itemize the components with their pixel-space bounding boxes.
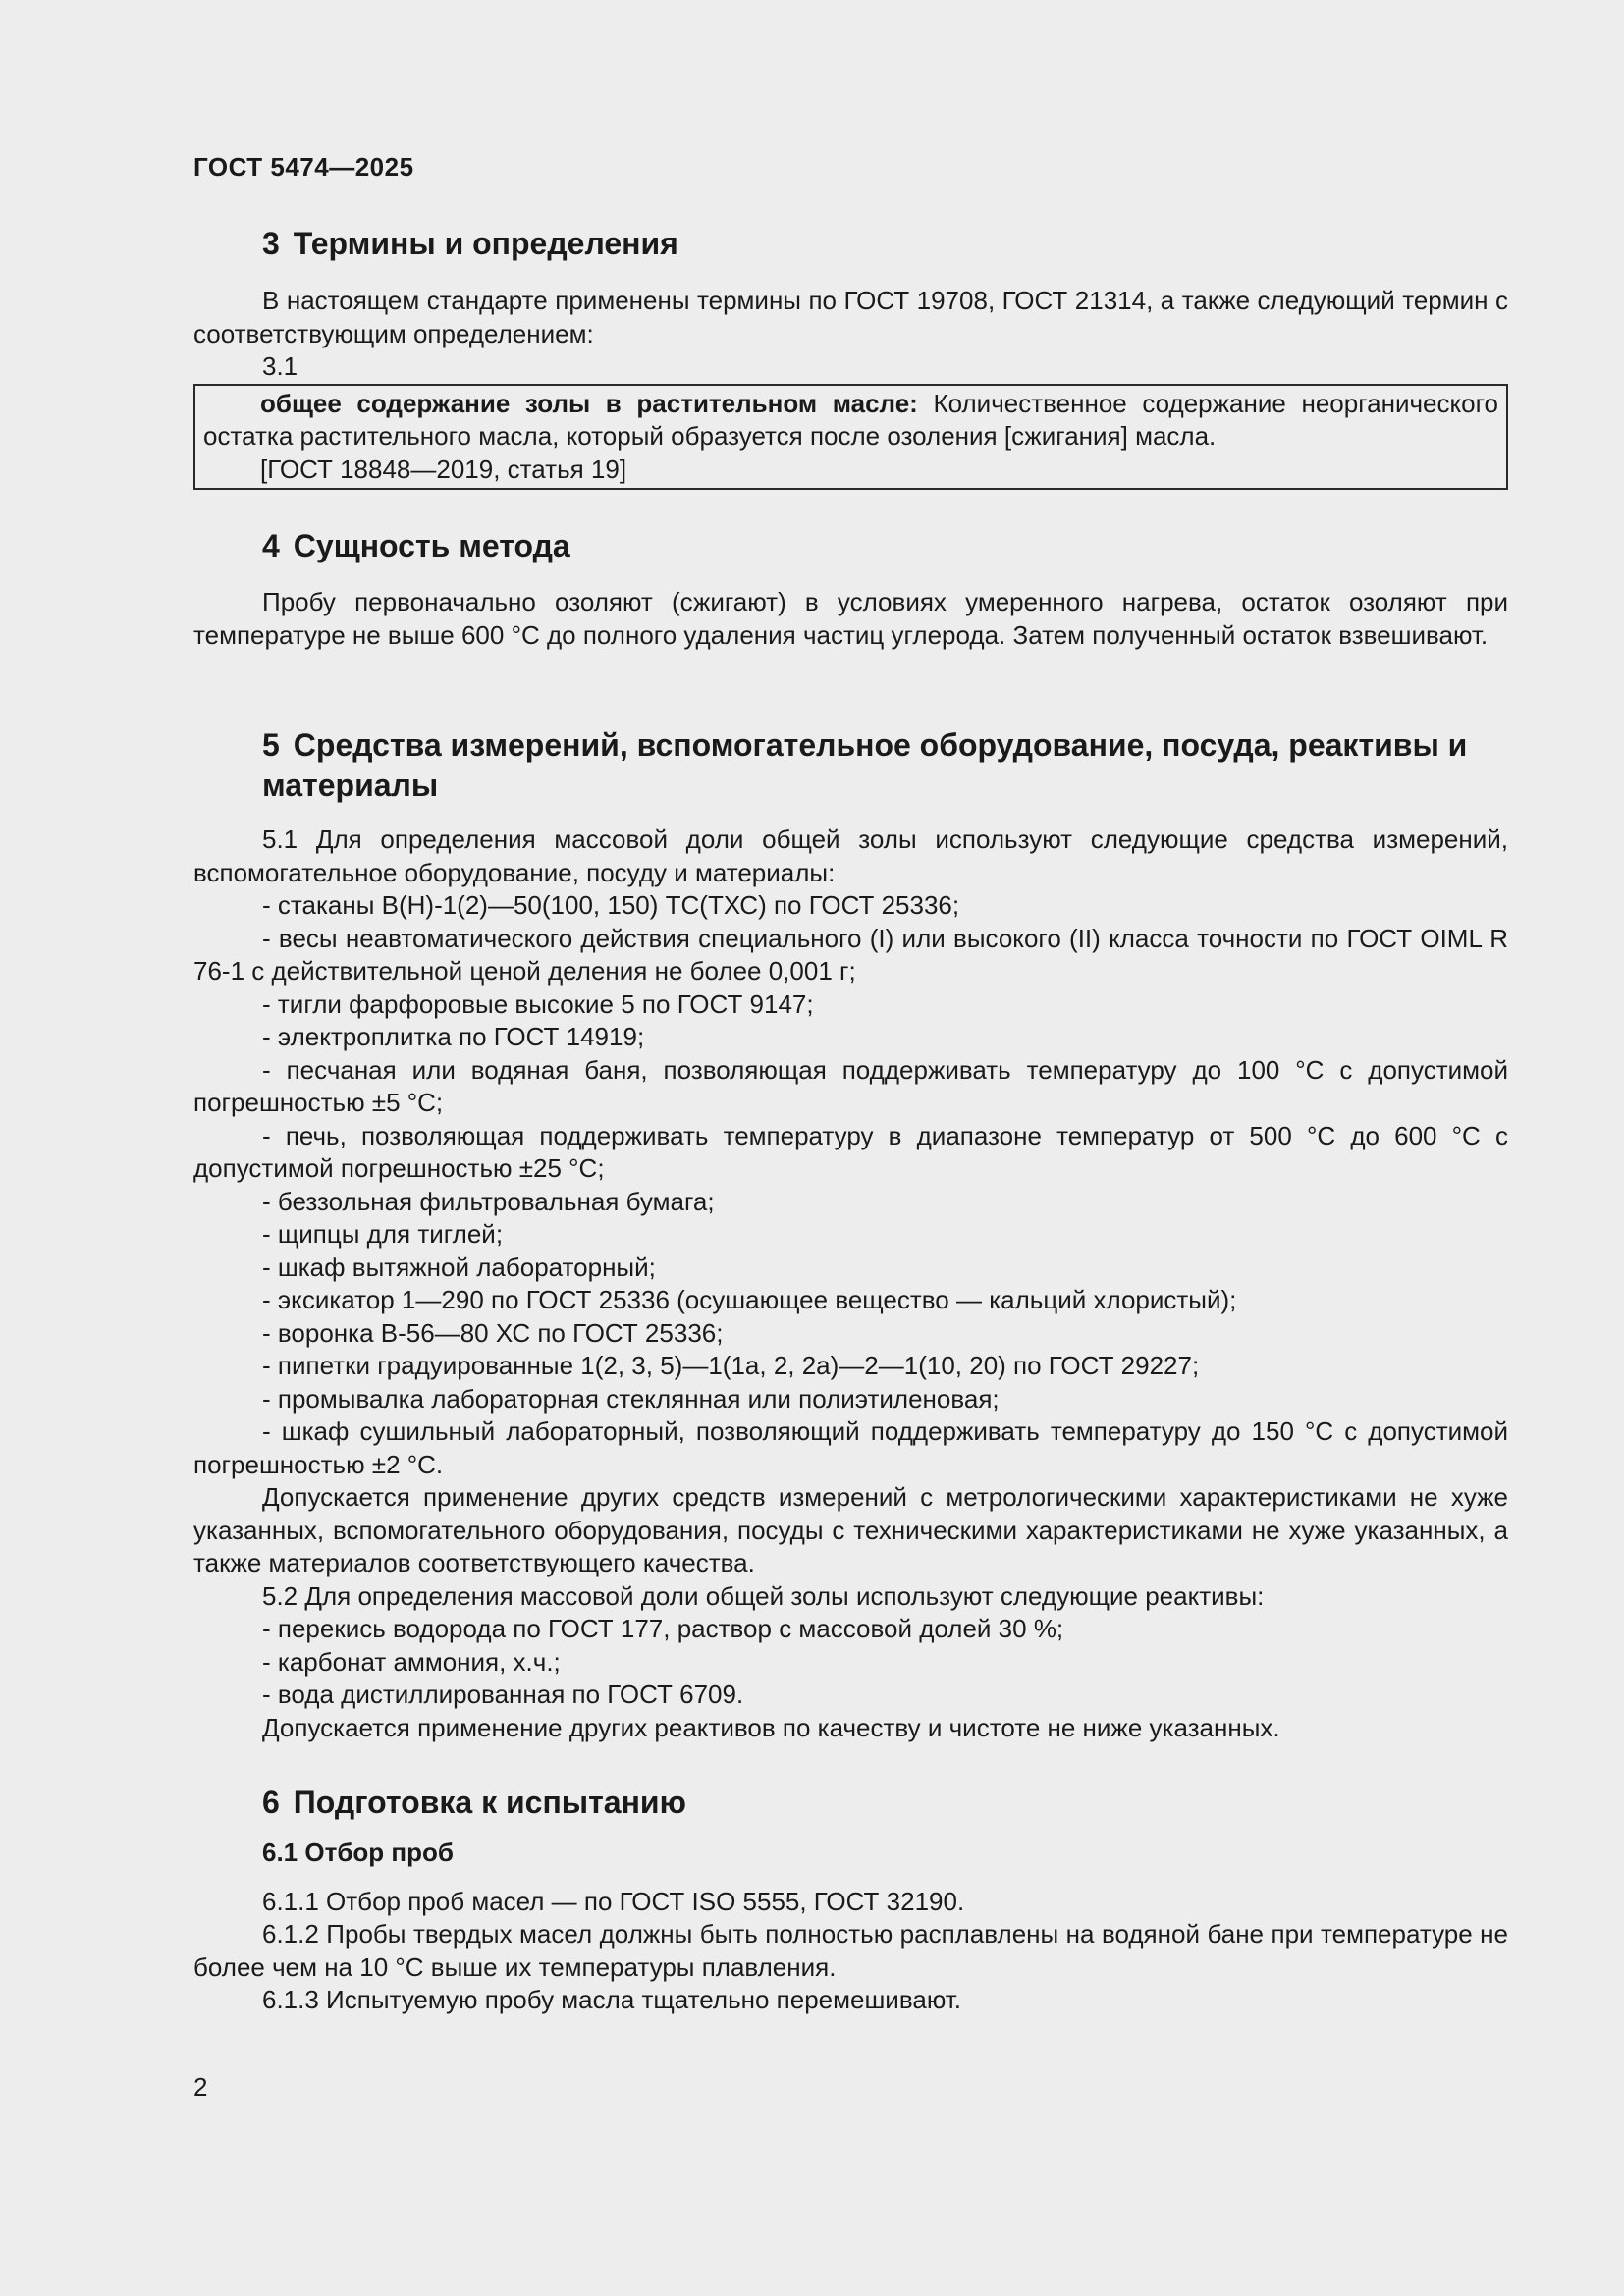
section-title: Подготовка к испытанию	[293, 1785, 686, 1820]
list-item: - карбонат аммония, х.ч.;	[262, 1646, 561, 1677]
section-6	[193, 1783, 1508, 2017]
page-number: 2	[193, 2072, 208, 2102]
list-item: - промывалка лабораторная стеклянная или полиэтиленовая;	[262, 1383, 1000, 1414]
list-item: - печь, позволяющая поддерживать температуру в диапазоне температур от 500 °С до 600 °С с допустимой погрешностью ±25 °С;	[193, 1120, 1508, 1183]
note-paragraph: Допускается применение других средств измерений с метрологическими характеристиками не хуже указанных, вспомогательного оборудования, посуды с техническими характеристиками не хуже указанных, а также материалов соответствующего качества.	[193, 1482, 1508, 1577]
section-title: Термины и определения	[293, 226, 678, 261]
term-name: общее содержание золы в растительном масле:	[260, 388, 918, 418]
section-4	[193, 526, 1508, 652]
section-3-heading	[193, 224, 1508, 264]
paragraph-5-2: 5.2 Для определения массовой доли общей золы используют следующие реактивы:	[262, 1580, 1265, 1611]
list-item: - песчаная или водяная баня, позволяющая поддерживать температуру до 100 °С с допустимой погрешностью ±5 °С;	[193, 1054, 1508, 1117]
term-definition-box	[193, 384, 1508, 491]
subsection-heading: 6.1 Отбор проб	[262, 1838, 454, 1867]
list-item: 6.1.2 Пробы твердых масел должны быть полностью расплавлены на водяной бане при температуре не более чем на 10 °С выше их температуры плавления.	[193, 1919, 1508, 1982]
list-item: - вода дистиллированная по ГОСТ 6709.	[262, 1680, 744, 1709]
section-number: 6	[262, 1785, 280, 1820]
list-item: - тигли фарфоровые высокие 5 по ГОСТ 9147;	[262, 988, 814, 1019]
term-reference: [ГОСТ 18848—2019, статья 19]	[260, 454, 627, 484]
section-3-intro: В настоящем стандарте применены термины по ГОСТ 19708, ГОСТ 21314, а также следующий термин с соответствующим определением:	[193, 286, 1508, 348]
section-4-heading	[193, 526, 1508, 566]
list-item: - щипцы для тиглей;	[262, 1219, 504, 1249]
section-title: Сущность метода	[293, 528, 570, 563]
list-item: - перекись водорода по ГОСТ 177, раствор с массовой долей 30 %;	[262, 1614, 1064, 1643]
list-item: - воронка В-56—80 ХС по ГОСТ 25336;	[262, 1317, 724, 1348]
section-5-heading	[193, 725, 1508, 806]
section-6-heading	[193, 1783, 1508, 1823]
section-number: 5	[262, 727, 280, 763]
term-number: 3.1	[262, 351, 298, 381]
paragraph-5-1: 5.1 Для определения массовой доли общей золы используют следующие средства измерений, вспомогательное оборудование, посуду и материалы:	[193, 825, 1508, 887]
list-item: - пипетки градуированные 1(2, 3, 5)—1(1а, 2, 2а)—2—1(10, 20) по ГОСТ 29227;	[262, 1351, 1200, 1380]
list-item: - шкаф вытяжной лабораторный;	[262, 1252, 656, 1282]
list-item: - беззольная фильтровальная бумага;	[262, 1186, 715, 1216]
section-number: 3	[262, 226, 280, 261]
section-title: Средства измерений, вспомогательное оборудование, посуда, реактивы и материалы	[262, 727, 1468, 803]
note-paragraph: Допускается применение других реактивов по качеству и чистоте не ниже указанных.	[262, 1712, 1280, 1742]
section-5	[193, 725, 1508, 1744]
list-item: - шкаф сушильный лабораторный, позволяющий поддерживать температуру до 150 °С с допустимой погрешностью ±2 °С.	[193, 1416, 1508, 1479]
section-number: 4	[262, 528, 280, 563]
list-item: 6.1.3 Испытуемую пробу масла тщательно перемешивают.	[262, 1985, 961, 2014]
list-item: - стаканы В(Н)-1(2)—50(100, 150) ТС(ТХС) по ГОСТ 25336;	[262, 890, 960, 920]
list-item: - весы неавтоматического действия специального (I) или высокого (II) класса точности по ГОСТ OIML R 76-1 с действительной ценой деления не более 0,001 г;	[193, 923, 1508, 986]
list-item: 6.1.1 Отбор проб масел — по ГОСТ ISO 5555, ГОСТ 32190.	[262, 1886, 965, 1916]
list-item: - электроплитка по ГОСТ 14919;	[262, 1022, 645, 1051]
term-text: Количественное содержание неорганического остатка растительного масла, который образуется после озоления [сжигания] масла.	[203, 388, 1498, 451]
document-header: ГОСТ 5474—2025	[193, 152, 414, 182]
section-4-text: Пробу первоначально озоляют (сжигают) в условиях умеренного нагрева, остаток озоляют при температуре не выше 600 °С до полного удаления частиц углерода. Затем полученный остаток взвешивают.	[193, 587, 1508, 650]
section-3	[193, 224, 1508, 490]
list-item: - эксикатор 1—290 по ГОСТ 25336 (осушающее вещество — кальций хлористый);	[262, 1285, 1237, 1314]
term-definition	[203, 388, 1498, 454]
